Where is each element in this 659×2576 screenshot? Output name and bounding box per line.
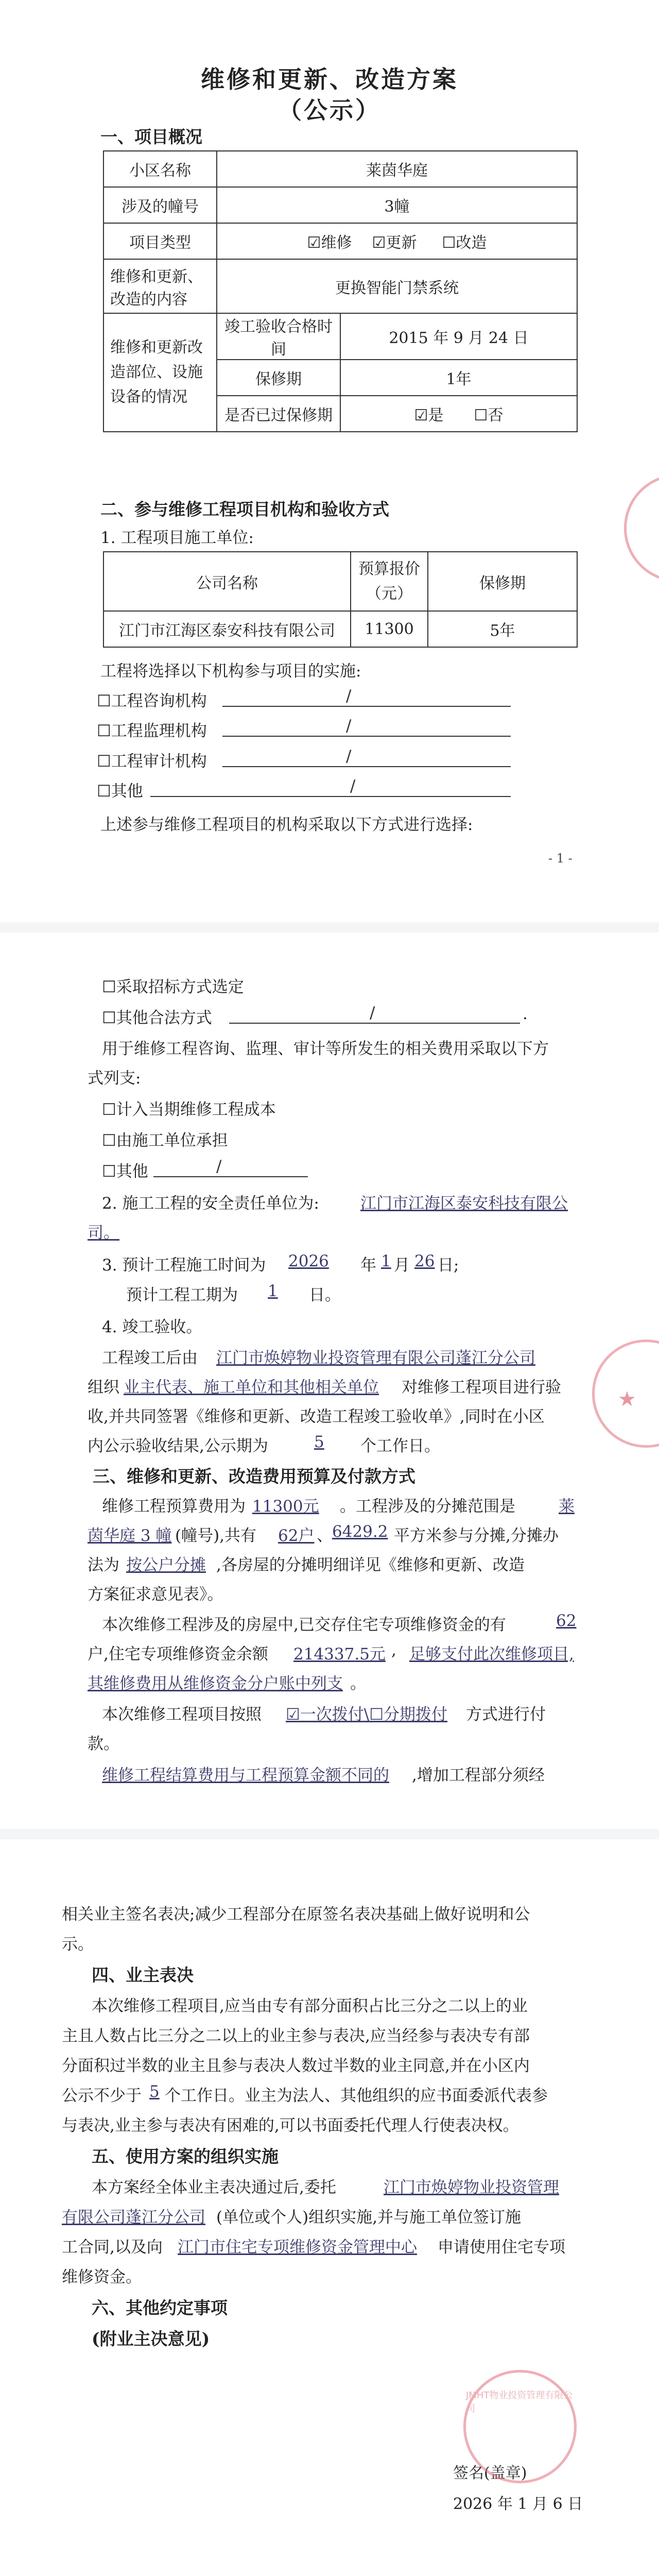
settlement-text-2: ,增加工程部分须经 [412, 1766, 545, 1785]
checkbox-renovate[interactable]: ☐ [442, 234, 456, 252]
budget-text-2: 。工程涉及的分摊范围是 [340, 1497, 515, 1516]
impl-company-1: 江门市焕婷物业投资管理 [384, 2178, 559, 2197]
checkbox-yes[interactable]: ☑ [414, 406, 428, 425]
option-lump-sum: 一次拨付 [300, 1705, 364, 1724]
method-other-legal: ☐其他合法方式 [102, 1009, 212, 1027]
acceptance-days: 5 [314, 1433, 324, 1451]
schedule-month-unit: 月 [394, 1256, 410, 1275]
method-other-line [229, 1023, 520, 1024]
acceptance-text-4: 收,并共同签署《维修和更新、改造工程竣工验收单》,同时在小区 [88, 1408, 545, 1426]
schedule-year-unit: 年 [360, 1256, 376, 1275]
scope-part-1: 莱 [559, 1497, 575, 1516]
fund-balance: 214337.5元 [293, 1645, 386, 1664]
duration-unit: 日。 [309, 1286, 341, 1304]
option-no: 否 [488, 406, 504, 425]
impl-company-2: 有限公司蓬江分公司 [62, 2208, 205, 2227]
fund-text-1: 本次维修工程涉及的房屋中,已交存住宅专项维修资金的有 [102, 1616, 506, 1634]
method-tender: ☐采取招标方式选定 [102, 978, 244, 996]
schedule-day-unit: 日; [438, 1256, 459, 1275]
scope-part-2: 茵华庭 3 幢 [88, 1527, 172, 1545]
agency-other: ☐其他 [97, 782, 143, 801]
agency-audit-line [222, 766, 511, 767]
seal-stamp-icon [592, 1340, 659, 1448]
households-count: 62户 [278, 1527, 315, 1545]
section-2-heading: 二、参与维修工程项目机构和验收方式 [100, 499, 389, 519]
budget-text-8: 方案征求意见表》。 [88, 1585, 223, 1604]
acceptance-parties: 业主代表、施工单位和其他相关单位 [124, 1378, 379, 1397]
cell-company: 江门市江海区泰安科技有限公司 [103, 611, 351, 647]
seal-star-icon: ★ [618, 1387, 636, 1411]
duration-days: 1 [268, 1282, 278, 1300]
section-6-note: (附业主决意见) [92, 2329, 210, 2349]
signature-date: 2026 年 1 月 6 日 [453, 2495, 583, 2513]
company-seal-icon [463, 2370, 577, 2483]
vote-days: 5 [149, 2082, 160, 2101]
page-subtitle: （公示） [278, 96, 381, 124]
agency-audit: ☐工程审计机构 [97, 752, 207, 771]
acceptance-text-6: 个工作日。 [360, 1437, 440, 1455]
option-renovate: 改造 [456, 234, 487, 252]
slash-icon: / [346, 717, 352, 735]
label-completion-date: 竣工验收合格时间 [217, 313, 340, 360]
budget-text-3: (幢号),共有 [175, 1527, 257, 1545]
label-community: 小区名称 [103, 151, 217, 187]
value-community: 莱茵华庭 [217, 151, 577, 187]
agency-other-line [150, 796, 511, 797]
page-title: 维修和更新、改造方案 [201, 65, 458, 93]
slash-icon: / [346, 747, 352, 766]
option-repair: 维修 [321, 234, 352, 252]
checkbox-no[interactable]: ☐ [474, 406, 488, 425]
cell-budget: 11300 [351, 611, 428, 647]
agency-intro: 工程将选择以下机构参与项目的实施: [100, 662, 361, 681]
vote-line-1: 本次维修工程项目,应当由专有部分面积占比三分之二以上的业 [92, 1997, 528, 2015]
cell-warranty: 5年 [428, 611, 577, 647]
value-building: 3幢 [217, 187, 577, 223]
checkbox-repair[interactable]: ☑ [307, 234, 321, 252]
slash-icon: / [370, 1004, 375, 1022]
section-5-heading: 五、使用方案的组织实施 [92, 2146, 279, 2166]
section-4-heading: 四、业主表决 [92, 1965, 194, 1985]
continued-line-2: 示。 [62, 1935, 94, 1954]
checkbox-lump-sum[interactable]: ☑ [286, 1705, 300, 1724]
header-company: 公司名称 [103, 552, 351, 611]
budget-text-6: 法为 [88, 1556, 119, 1574]
acceptance-text-1: 工程竣工后由 [102, 1349, 198, 1367]
seal-text: JMHT物业投资管理有限公司 [466, 2390, 573, 2414]
header-budget: 预算报价（元） [351, 552, 428, 611]
impl-line-3a: 工合同,以及向 [62, 2238, 163, 2257]
safety-unit-2: 司。 [88, 1224, 119, 1242]
section-1-heading: 一、项目概况 [100, 127, 202, 147]
budget-text-7: ,各房屋的分摊明细详见《维修和更新、改造 [216, 1556, 525, 1574]
value-completion-date: 2015 年 9 月 24 日 [340, 313, 577, 360]
label-facility: 维修和更新改造部位、设施设备的情况 [103, 313, 217, 432]
duration-label: 预计工程工期为 [126, 1286, 238, 1304]
schedule-label: 3. 预计工程施工时间为 [102, 1256, 266, 1275]
header-warranty: 保修期 [428, 552, 577, 611]
value-warranty: 1年 [340, 360, 577, 396]
vote-line-5: 与表决,业主参与表决有困难的,可以书面委托代理人行使表决权。 [62, 2116, 519, 2135]
payment-options [286, 1701, 447, 1724]
impl-line-4: 维修资金。 [62, 2268, 142, 2286]
acceptance-company: 江门市焕婷物业投资管理有限公司蓬江分公司 [216, 1349, 535, 1367]
document-page-2 [0, 933, 659, 1829]
budget-text-1: 维修工程预算费用为 [102, 1497, 246, 1516]
slash-icon: / [346, 687, 352, 705]
label-warranty-expired: 是否已过保修期 [217, 396, 340, 432]
payment-text-1: 本次维修工程项目按照 [102, 1705, 262, 1724]
contractor-subheading: 1. 工程项目施工单位: [100, 529, 254, 547]
impl-center: 江门市住宅专项维修资金管理中心 [178, 2238, 417, 2257]
schedule-day: 26 [414, 1252, 435, 1270]
option-update: 更新 [386, 234, 417, 252]
warranty-expired-options [340, 396, 577, 432]
acceptance-text-3: 对维修工程项目进行验 [402, 1378, 561, 1397]
fund-source: 其维修费用从维修资金分户账中列支 [88, 1674, 343, 1693]
label-building: 涉及的幢号 [103, 187, 217, 223]
fund-period: 。 [350, 1674, 366, 1693]
budget-text-4: 、 [317, 1527, 333, 1545]
option-separator: \ [363, 1705, 370, 1724]
method-intro: 上述参与维修工程项目的机构采取以下方式进行选择: [100, 816, 473, 834]
schedule-year: 2026 [288, 1252, 329, 1270]
label-content: 维修和更新、改造的内容 [103, 259, 217, 313]
checkbox-update[interactable]: ☑ [372, 234, 386, 252]
continued-line-1: 相关业主签名表决;减少工程部分在原签名表决基础上做好说明和公 [62, 1905, 530, 1924]
budget-amount: 11300元 [252, 1497, 319, 1516]
label-project-type: 项目类型 [103, 223, 217, 259]
document-page-3 [0, 1839, 659, 2576]
agency-consulting-line [222, 706, 511, 707]
settlement-text-1: 维修工程结算费用与工程预算金额不同的 [102, 1766, 389, 1785]
slash-icon: / [350, 777, 356, 795]
fund-comma: , [391, 1641, 396, 1659]
payment-text-3: 款。 [88, 1735, 119, 1753]
payment-text-2: 方式进行付 [466, 1705, 546, 1724]
fee-text-line2: 式列支: [88, 1069, 141, 1088]
contractor-table [103, 551, 578, 648]
project-overview-table [103, 150, 578, 432]
fund-sufficient: 足够支付此次维修项目, [409, 1645, 574, 1664]
fund-text-2: 户,住宅专项维修资金余额 [88, 1645, 268, 1664]
fund-households: 62 [556, 1612, 577, 1630]
acceptance-label: 4. 竣工验收。 [102, 1318, 202, 1336]
section-6-heading: 六、其他约定事项 [92, 2298, 228, 2318]
fee-option-contractor: ☐由施工单位承担 [102, 1131, 228, 1150]
option-yes: 是 [428, 406, 444, 425]
allocation-method: 按公户分摊 [126, 1556, 206, 1574]
vote-line-4b: 个工作日。业主为法人、其他组织的应书面委派代表参 [165, 2087, 548, 2105]
label-warranty: 保修期 [217, 360, 340, 396]
impl-line-3b: 申请使用住宅专项 [438, 2238, 565, 2257]
area-value: 6429.2 [332, 1522, 388, 1541]
signature-label: 签名(盖章) [453, 2464, 527, 2482]
project-type-options [217, 223, 577, 259]
budget-text-5: 平方米参与分摊,分摊办 [394, 1527, 559, 1545]
seal-stamp-icon [624, 474, 659, 582]
schedule-month: 1 [381, 1252, 391, 1270]
page-number: - 1 - [548, 851, 573, 866]
vote-line-3: 分面积过半数的业主且参与表决人数过半数的业主同意,并在小区内 [62, 2057, 530, 2075]
impl-line-1: 本方案经全体业主表决通过后,委托 [92, 2178, 336, 2197]
value-content: 更换智能门禁系统 [217, 259, 577, 313]
acceptance-text-5: 内公示验收结果,公示期为 [88, 1437, 268, 1455]
option-installment: 分期拨付 [384, 1705, 448, 1724]
agency-supervision: ☐工程监理机构 [97, 722, 207, 740]
agency-supervision-line [222, 736, 511, 737]
vote-line-2: 主且人数占比三分之二以上的业主参与表决,应当经参与表决专有部 [62, 2027, 530, 2045]
fee-other-line [153, 1176, 308, 1177]
safety-label: 2. 施工工程的安全责任单位为: [102, 1194, 319, 1213]
safety-unit-1: 江门市江海区泰安科技有限公 [360, 1194, 568, 1213]
acceptance-text-2: 组织 [88, 1378, 119, 1397]
document-page-1 [0, 0, 659, 922]
fee-option-cost: ☐计入当期维修工程成本 [102, 1100, 276, 1119]
period-mark: . [523, 1005, 528, 1023]
checkbox-installment[interactable]: ☐ [369, 1705, 384, 1724]
section-3-heading: 三、维修和更新、改造费用预算及付款方式 [93, 1466, 415, 1486]
fee-option-other: ☐其他 [102, 1162, 148, 1181]
agency-consulting: ☐工程咨询机构 [97, 692, 207, 710]
impl-line-2: (单位或个人)组织实施,并与施工单位签订施 [216, 2208, 522, 2227]
vote-line-4a: 公示不少于 [62, 2087, 142, 2105]
fee-text-line1: 用于维修工程咨询、监理、审计等所发生的相关费用采取以下方 [102, 1040, 549, 1058]
slash-icon: / [216, 1157, 222, 1176]
